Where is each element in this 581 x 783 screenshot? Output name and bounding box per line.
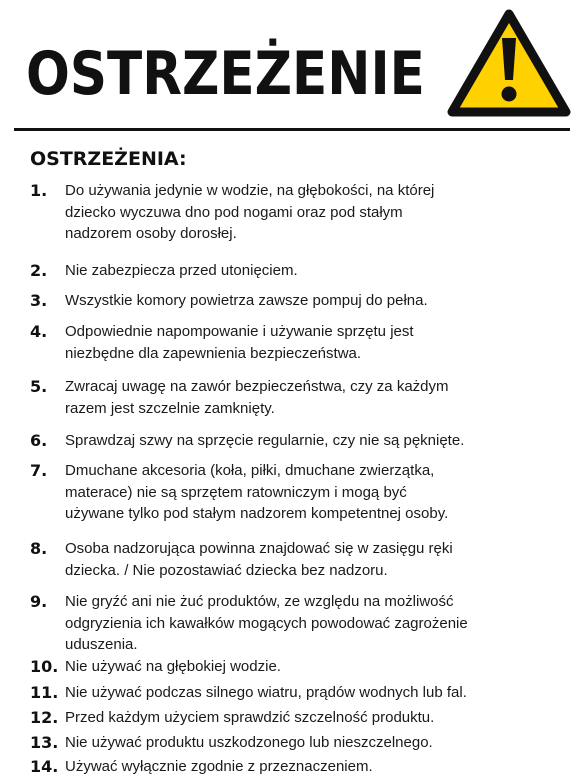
warning-text (65, 591, 565, 656)
warning-text-line: Nie gryźć ani nie żuć produktów, ze względu na możliwość (65, 593, 454, 610)
warning-text (65, 538, 565, 581)
warning-number: 4. (30, 322, 48, 341)
warning-text-line: Nie zabezpiecza przed utonięciem. (65, 262, 298, 279)
warning-text (65, 376, 565, 419)
warning-text-line: używane tylko pod stałym nadzorem kompetentnej osoby. (65, 505, 449, 522)
warning-text (65, 290, 565, 312)
warning-text (65, 460, 565, 525)
warning-text-line: Nie używać podczas silnego wiatru, prądów wodnych lub fal. (65, 684, 467, 701)
warning-text-line: Nie używać na głębokiej wodzie. (65, 658, 281, 675)
warning-number: 6. (30, 431, 48, 450)
warning-number: 14. (30, 757, 59, 776)
warning-text-line: Do używania jedynie w wodzie, na głębokości, na której (65, 182, 435, 199)
warning-text-line: niezbędne dla zapewnienia bezpieczeństwa. (65, 344, 362, 362)
warning-text-line: Dmuchane akcesoria (koła, piłki, dmuchane zwierzątka, (65, 462, 435, 479)
warning-text-line: razem jest szczelnie zamknięty. (65, 399, 275, 417)
warning-number: 2. (30, 261, 48, 280)
warning-text (65, 180, 565, 245)
warning-number: 1. (30, 181, 48, 200)
warning-text-line: Używać wyłącznie zgodnie z przeznaczeniem. (65, 758, 373, 775)
warning-text-line: materace) nie są sprzętem ratowniczym i mogą być (65, 483, 407, 501)
warning-text-line: odgryzienia ich kawałków mogących powodować zagrożenie (65, 614, 468, 632)
warning-text-line: Wszystkie komory powietrza zawsze pompuj do pełna. (65, 292, 428, 309)
warning-text (65, 732, 565, 754)
warning-number: 7. (30, 461, 48, 480)
warning-text-line: Odpowiednie napompowanie i używanie sprzętu jest (65, 323, 414, 340)
warning-text-line: Sprawdzaj szwy na sprzęcie regularnie, czy nie są pęknięte. (65, 432, 465, 449)
warning-text (65, 682, 565, 704)
warning-text-line: nadzorem osoby dorosłej. (65, 225, 237, 242)
warning-text (65, 756, 565, 778)
warning-number: 11. (30, 683, 59, 702)
warning-text-line: Zwracaj uwagę na zawór bezpieczeństwa, czy za każdym (65, 378, 449, 395)
warning-number: 12. (30, 708, 59, 727)
warning-text-line: dziecka. / Nie pozostawiać dziecka bez nadzoru. (65, 561, 388, 579)
warning-text (65, 260, 565, 282)
warning-text-line: Nie używać produktu uszkodzonego lub nieszczelnego. (65, 734, 433, 751)
warnings-heading: OSTRZEŻENIA: (30, 148, 187, 170)
warning-number: 3. (30, 291, 48, 310)
warning-text-line: Osoba nadzorująca powinna znajdować się w zasięgu ręki (65, 540, 453, 557)
warning-text (65, 321, 565, 364)
warning-number: 9. (30, 592, 48, 611)
warning-text-line: uduszenia. (65, 636, 138, 653)
warning-number: 13. (30, 733, 59, 752)
page-title: OSTRZEŻENIE (26, 39, 425, 109)
warning-text-line: dziecko wyczuwa dno pod nogami oraz pod stałym (65, 203, 403, 221)
warning-text (65, 707, 565, 729)
warning-text (65, 430, 565, 452)
warning-number: 10. (30, 657, 59, 676)
warning-number: 5. (30, 377, 48, 396)
warning-text-line: Przed każdym użyciem sprawdzić szczelność produktu. (65, 709, 435, 726)
warning-text (65, 656, 565, 678)
warning-number: 8. (30, 539, 48, 558)
